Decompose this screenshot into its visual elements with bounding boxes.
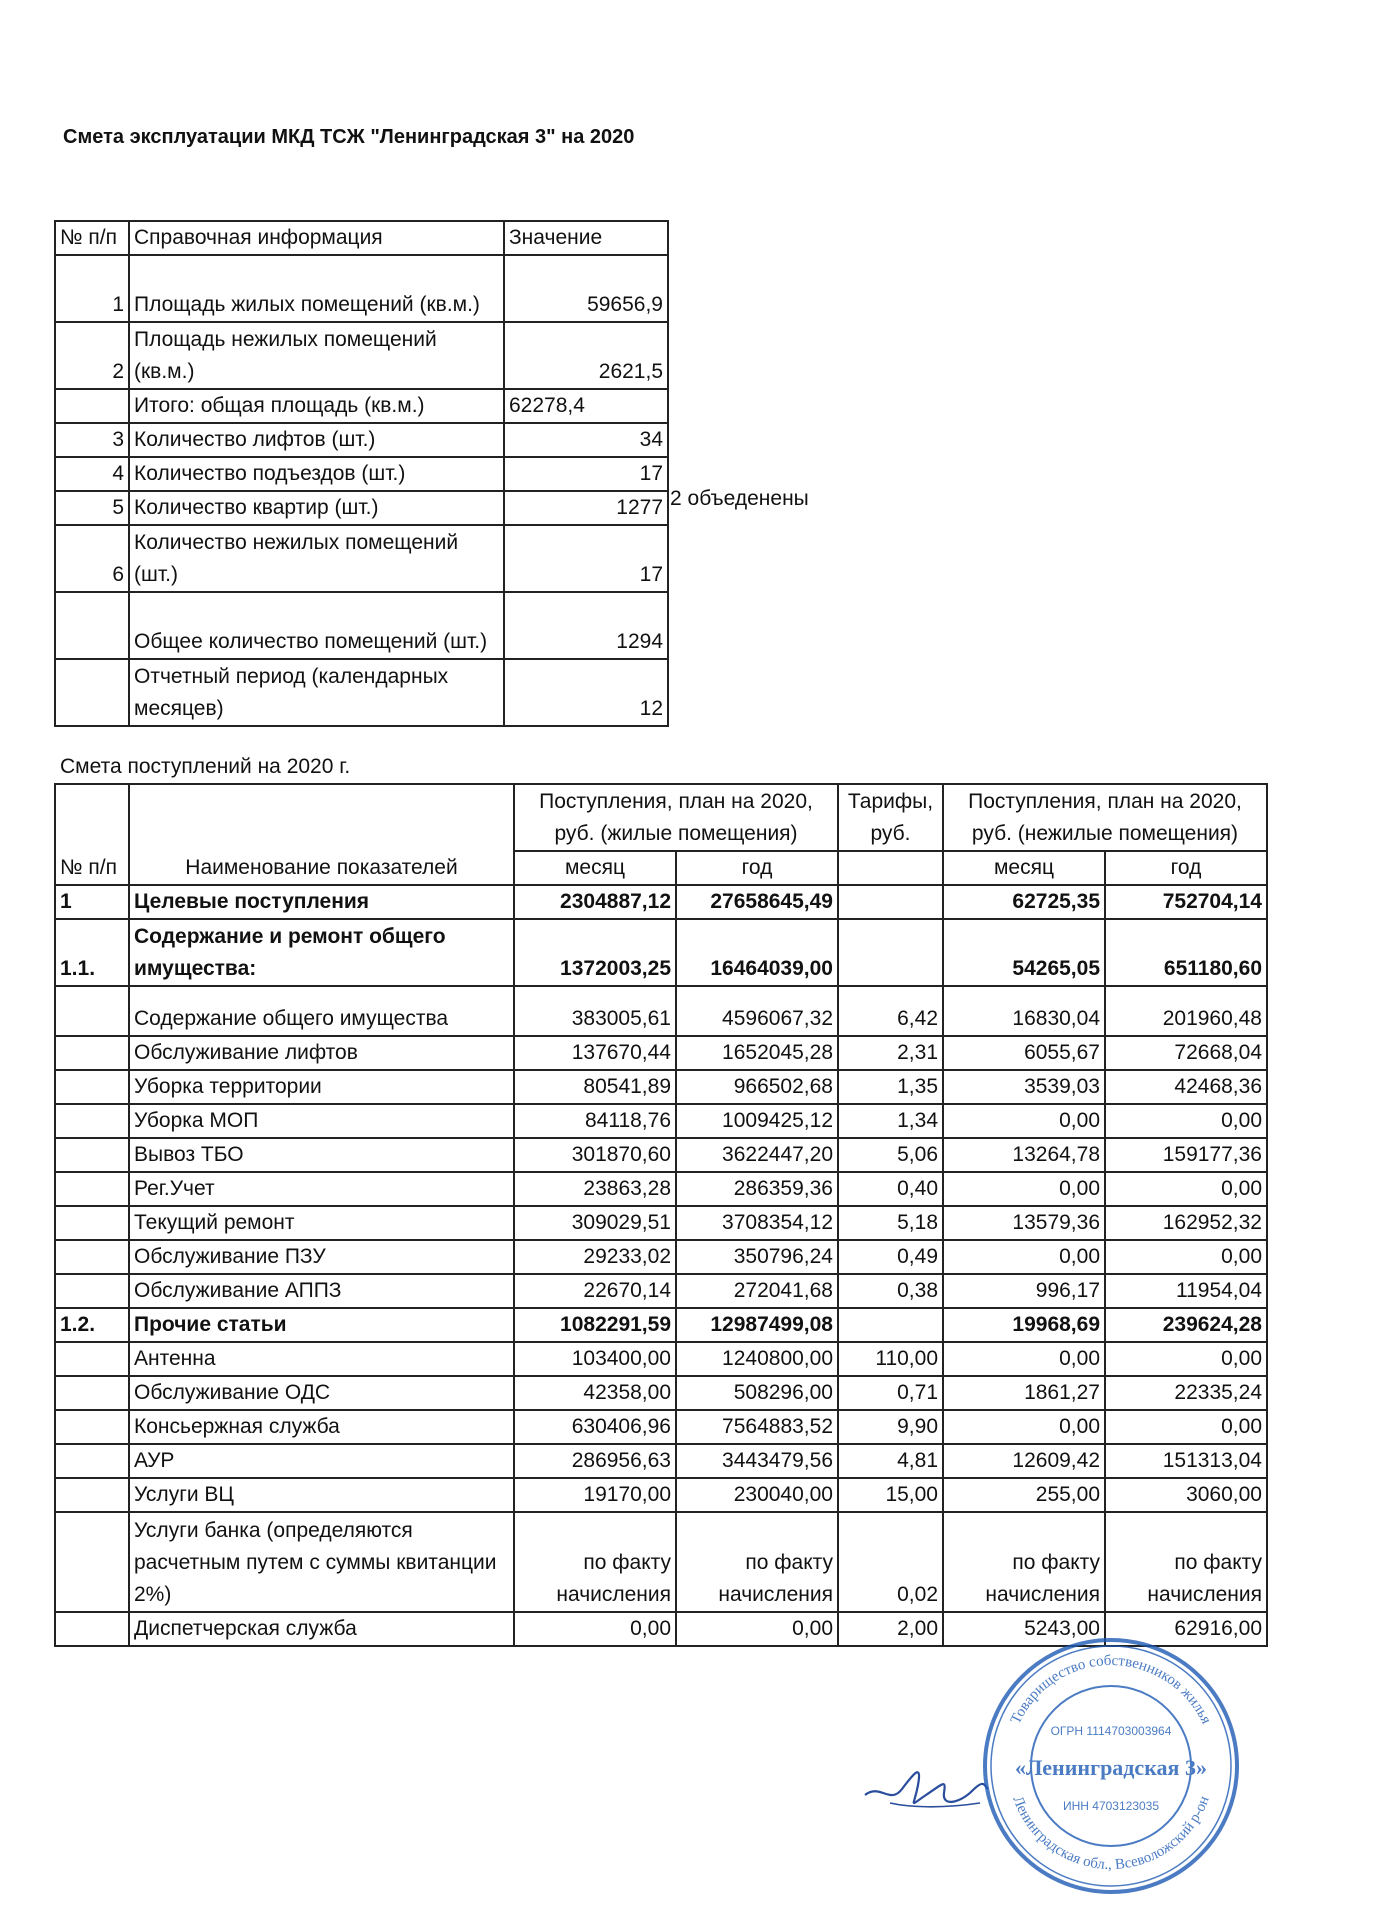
budget-row-name: Уборка территории: [129, 1070, 514, 1104]
budget-row-res-year: 1240800,00: [676, 1342, 838, 1376]
budget-row-tariff: 6,42: [838, 986, 943, 1036]
budget-row-res-year: 3622447,20: [676, 1138, 838, 1172]
budget-row-res-month: 1082291,59: [514, 1308, 676, 1342]
budget-row-non-year: 72668,04: [1105, 1036, 1267, 1070]
budget-row-num: [55, 1206, 129, 1240]
info-row-num: [55, 389, 129, 423]
info-row-num: 5: [55, 491, 129, 525]
budget-row-name: Целевые поступления: [129, 885, 514, 919]
budget-row: [55, 1240, 1267, 1274]
budget-row-res-month: 19170,00: [514, 1478, 676, 1512]
budget-row-name: Содержание общего имущества: [129, 986, 514, 1036]
info-row-value: 59656,9: [504, 255, 668, 322]
budget-row-tariff: 5,18: [838, 1206, 943, 1240]
non-month-header: месяц: [943, 851, 1105, 885]
budget-row-name: Содержание и ремонт общего имущества:: [129, 919, 514, 986]
budget-row-non-year: 201960,48: [1105, 986, 1267, 1036]
budget-row: [55, 986, 1267, 1036]
budget-row-num: 1: [55, 885, 129, 919]
budget-row: [55, 1206, 1267, 1240]
info-row: [55, 592, 668, 659]
budget-row-name: АУР: [129, 1444, 514, 1478]
budget-body: [55, 885, 1267, 1646]
info-row-num: 3: [55, 423, 129, 457]
budget-row: [55, 1036, 1267, 1070]
info-row-num: 1: [55, 255, 129, 322]
info-row: [55, 322, 668, 389]
info-row: [55, 255, 668, 322]
budget-row-non-year: 151313,04: [1105, 1444, 1267, 1478]
budget-row-res-year: 0,00: [676, 1612, 838, 1646]
budget-row-non-month: 13264,78: [943, 1138, 1105, 1172]
budget-row: [55, 1512, 1267, 1612]
budget-row: [55, 1342, 1267, 1376]
budget-header-row: [55, 784, 1267, 851]
budget-table: [54, 783, 1268, 1647]
info-row: [55, 423, 668, 457]
budget-row-res-year: 1009425,12: [676, 1104, 838, 1138]
budget-row-non-year: 651180,60: [1105, 919, 1267, 986]
budget-row-non-year: 162952,32: [1105, 1206, 1267, 1240]
budget-row-num: [55, 1342, 129, 1376]
budget-header-nonresidential: Поступления, план на 2020, руб. (нежилые помещения): [943, 784, 1267, 851]
budget-row-res-month: 286956,63: [514, 1444, 676, 1478]
info-row: [55, 659, 668, 726]
budget-row-name: Прочие статьи: [129, 1308, 514, 1342]
budget-row-non-year: 22335,24: [1105, 1376, 1267, 1410]
info-row-name: Площадь нежилых помещений (кв.м.): [129, 322, 504, 389]
budget-row-name: Обслуживание АППЗ: [129, 1274, 514, 1308]
budget-row-non-year: 0,00: [1105, 1240, 1267, 1274]
budget-row-res-month: 383005,61: [514, 986, 676, 1036]
info-row-value: 62278,4: [504, 389, 668, 423]
budget-row-name: Услуги ВЦ: [129, 1478, 514, 1512]
budget-row-tariff: 0,71: [838, 1376, 943, 1410]
apartments-note: 2 объеденены: [670, 487, 809, 510]
budget-row-num: [55, 1612, 129, 1646]
info-row: [55, 491, 668, 525]
budget-row-tariff: 5,06: [838, 1138, 943, 1172]
budget-row-res-year: 272041,68: [676, 1274, 838, 1308]
budget-header-tariff: Тарифы, руб.: [838, 784, 943, 851]
budget-row-res-month: 309029,51: [514, 1206, 676, 1240]
budget-row-tariff: 1,35: [838, 1070, 943, 1104]
tariff-subheader: [838, 851, 943, 885]
organization-stamp: [980, 1635, 1242, 1897]
info-row-value: 34: [504, 423, 668, 457]
budget-row: [55, 1274, 1267, 1308]
budget-row: [55, 1478, 1267, 1512]
budget-row-non-year: 239624,28: [1105, 1308, 1267, 1342]
budget-row-tariff: [838, 885, 943, 919]
svg-text:«Ленинградская 3»: «Ленинградская 3»: [1015, 1755, 1207, 1780]
budget-row-name: Уборка МОП: [129, 1104, 514, 1138]
budget-row-res-month: по факту начисления: [514, 1512, 676, 1612]
budget-row-res-month: 29233,02: [514, 1240, 676, 1274]
info-row-value: 1294: [504, 592, 668, 659]
budget-row-tariff: 110,00: [838, 1342, 943, 1376]
info-table: [54, 220, 669, 727]
budget-row-name: Диспетчерская служба: [129, 1612, 514, 1646]
budget-header-name: Наименование показателей: [129, 784, 514, 885]
budget-row-num: [55, 1444, 129, 1478]
budget-row-name: Обслуживание лифтов: [129, 1036, 514, 1070]
budget-row-num: [55, 1138, 129, 1172]
budget-row-res-year: 508296,00: [676, 1376, 838, 1410]
info-header-num: № п/п: [55, 221, 129, 255]
budget-row-num: 1.2.: [55, 1308, 129, 1342]
budget-row-non-year: 62916,00: [1105, 1612, 1267, 1646]
budget-row-res-year: 966502,68: [676, 1070, 838, 1104]
info-row-name: Итого: общая площадь (кв.м.): [129, 389, 504, 423]
budget-row-num: [55, 1240, 129, 1274]
budget-row-res-year: 16464039,00: [676, 919, 838, 986]
budget-row-res-month: 103400,00: [514, 1342, 676, 1376]
budget-row: [55, 1070, 1267, 1104]
budget-row-tariff: 15,00: [838, 1478, 943, 1512]
info-row-num: [55, 659, 129, 726]
budget-row-num: [55, 986, 129, 1036]
budget-row-num: 1.1.: [55, 919, 129, 986]
budget-row-res-month: 630406,96: [514, 1410, 676, 1444]
non-year-header: год: [1105, 851, 1267, 885]
budget-row-non-month: 0,00: [943, 1240, 1105, 1274]
budget-caption: Смета поступлений на 2020 г.: [60, 755, 351, 778]
budget-row-num: [55, 1070, 129, 1104]
svg-text:ИНН 4703123035: ИНН 4703123035: [1062, 1799, 1160, 1813]
info-row-num: 2: [55, 322, 129, 389]
budget-row-num: [55, 1036, 129, 1070]
info-row-name: Площадь жилых помещений (кв.м.): [129, 255, 504, 322]
budget-row: [55, 1104, 1267, 1138]
budget-row-num: [55, 1512, 129, 1612]
budget-row-num: [55, 1274, 129, 1308]
budget-row: [55, 1138, 1267, 1172]
svg-text:Товарищество собственников жил: Товарищество собственников жилья: [1007, 1652, 1215, 1727]
budget-row-non-month: 996,17: [943, 1274, 1105, 1308]
budget-row-non-month: 5243,00: [943, 1612, 1105, 1646]
budget-row-res-month: 0,00: [514, 1612, 676, 1646]
budget-row-tariff: 0,02: [838, 1512, 943, 1612]
budget-row-non-year: 0,00: [1105, 1342, 1267, 1376]
budget-row-tariff: 9,90: [838, 1410, 943, 1444]
budget-row-non-month: 1861,27: [943, 1376, 1105, 1410]
budget-row-tariff: [838, 919, 943, 986]
budget-row-res-month: 137670,44: [514, 1036, 676, 1070]
budget-row: [55, 1172, 1267, 1206]
budget-row-name: Рег.Учет: [129, 1172, 514, 1206]
budget-row-tariff: 4,81: [838, 1444, 943, 1478]
budget-row-non-year: 42468,36: [1105, 1070, 1267, 1104]
budget-row: [55, 1376, 1267, 1410]
budget-row: [55, 1410, 1267, 1444]
info-row-name: Общее количество помещений (шт.): [129, 592, 504, 659]
info-row: [55, 457, 668, 491]
info-row-value: 1277: [504, 491, 668, 525]
budget-row-res-year: 1652045,28: [676, 1036, 838, 1070]
page-title: Смета эксплуатации МКД ТСЖ "Ленинградская 3" на 2020: [63, 126, 635, 148]
budget-row-tariff: 0,40: [838, 1172, 943, 1206]
budget-row-tariff: 0,38: [838, 1274, 943, 1308]
budget-header-residential: Поступления, план на 2020, руб. (жилые помещения): [514, 784, 838, 851]
budget-row-name: Вывоз ТБО: [129, 1138, 514, 1172]
budget-row-non-month: 0,00: [943, 1172, 1105, 1206]
info-row-value: 17: [504, 525, 668, 592]
budget-row-tariff: 2,31: [838, 1036, 943, 1070]
budget-row-non-month: 255,00: [943, 1478, 1105, 1512]
budget-row-res-month: 84118,76: [514, 1104, 676, 1138]
budget-row-name: Услуги банка (определяются расчетным путем с суммы квитанции 2%): [129, 1512, 514, 1612]
budget-row-name: Текущий ремонт: [129, 1206, 514, 1240]
budget-row-non-month: 0,00: [943, 1342, 1105, 1376]
svg-text:ОГРН 1114703003964: ОГРН 1114703003964: [1050, 1724, 1172, 1738]
budget-row: [55, 1308, 1267, 1342]
budget-row-res-year: 3443479,56: [676, 1444, 838, 1478]
svg-text:Ленинградская обл., Всеволожск: Ленинградская обл., Всеволожский р-он: [1009, 1793, 1213, 1874]
budget-row-res-month: 42358,00: [514, 1376, 676, 1410]
budget-row-non-month: 6055,67: [943, 1036, 1105, 1070]
budget-row-res-year: по факту начисления: [676, 1512, 838, 1612]
budget-row-res-year: 4596067,32: [676, 986, 838, 1036]
info-row-value: 12: [504, 659, 668, 726]
info-row-name: Количество подъездов (шт.): [129, 457, 504, 491]
budget-row-tariff: [838, 1308, 943, 1342]
budget-row: [55, 919, 1267, 986]
budget-row-non-month: 62725,35: [943, 885, 1105, 919]
budget-row-non-month: 0,00: [943, 1410, 1105, 1444]
budget-row-num: [55, 1376, 129, 1410]
info-header-value: Значение: [504, 221, 668, 255]
budget-row-name: Антенна: [129, 1342, 514, 1376]
budget-header-num: № п/п: [55, 784, 129, 885]
info-row-name: Отчетный период (календарных месяцев): [129, 659, 504, 726]
budget-row-num: [55, 1104, 129, 1138]
budget-row-res-month: 2304887,12: [514, 885, 676, 919]
signature: [860, 1745, 990, 1815]
budget-row-non-month: 0,00: [943, 1104, 1105, 1138]
budget-row-non-year: 752704,14: [1105, 885, 1267, 919]
budget-row-res-year: 286359,36: [676, 1172, 838, 1206]
budget-row-res-year: 350796,24: [676, 1240, 838, 1274]
budget-row-non-month: 54265,05: [943, 919, 1105, 986]
budget-row-non-year: 3060,00: [1105, 1478, 1267, 1512]
budget-row-res-month: 301870,60: [514, 1138, 676, 1172]
budget-row-num: [55, 1478, 129, 1512]
info-row-name: Количество нежилых помещений (шт.): [129, 525, 504, 592]
budget-row-non-month: 12609,42: [943, 1444, 1105, 1478]
budget-row-tariff: 2,00: [838, 1612, 943, 1646]
budget-row-non-month: 3539,03: [943, 1070, 1105, 1104]
budget-row-name: Обслуживание ПЗУ: [129, 1240, 514, 1274]
budget-row-res-month: 1372003,25: [514, 919, 676, 986]
res-month-header: месяц: [514, 851, 676, 885]
info-header-name: Справочная информация: [129, 221, 504, 255]
res-year-header: год: [676, 851, 838, 885]
info-row-name: Количество лифтов (шт.): [129, 423, 504, 457]
budget-row-non-year: 159177,36: [1105, 1138, 1267, 1172]
budget-row: [55, 1444, 1267, 1478]
budget-row-num: [55, 1172, 129, 1206]
info-row-num: 4: [55, 457, 129, 491]
budget-row-non-year: 0,00: [1105, 1172, 1267, 1206]
budget-row-res-year: 7564883,52: [676, 1410, 838, 1444]
budget-row-res-year: 27658645,49: [676, 885, 838, 919]
budget-row-non-year: по факту начисления: [1105, 1512, 1267, 1612]
budget-row-name: Консьержная служба: [129, 1410, 514, 1444]
budget-row-non-month: по факту начисления: [943, 1512, 1105, 1612]
info-row-num: 6: [55, 525, 129, 592]
info-row-value: 17: [504, 457, 668, 491]
budget-row-tariff: 0,49: [838, 1240, 943, 1274]
budget-row-res-year: 12987499,08: [676, 1308, 838, 1342]
budget-row: [55, 885, 1267, 919]
info-row-num: [55, 592, 129, 659]
budget-row-res-month: 23863,28: [514, 1172, 676, 1206]
budget-row-res-year: 3708354,12: [676, 1206, 838, 1240]
budget-row-non-year: 0,00: [1105, 1410, 1267, 1444]
budget-row-name: Обслуживание ОДС: [129, 1376, 514, 1410]
budget-row-res-year: 230040,00: [676, 1478, 838, 1512]
budget-row-non-year: 11954,04: [1105, 1274, 1267, 1308]
budget-row-non-month: 16830,04: [943, 986, 1105, 1036]
info-row-value: 2621,5: [504, 322, 668, 389]
budget-row-non-year: 0,00: [1105, 1104, 1267, 1138]
info-header-row: [55, 221, 668, 255]
budget-row-non-month: 19968,69: [943, 1308, 1105, 1342]
budget-row-tariff: 1,34: [838, 1104, 943, 1138]
info-row: [55, 525, 668, 592]
info-row: [55, 389, 668, 423]
info-row-name: Количество квартир (шт.): [129, 491, 504, 525]
budget-row-non-month: 13579,36: [943, 1206, 1105, 1240]
budget-row-res-month: 80541,89: [514, 1070, 676, 1104]
budget-row-num: [55, 1410, 129, 1444]
budget-row-res-month: 22670,14: [514, 1274, 676, 1308]
